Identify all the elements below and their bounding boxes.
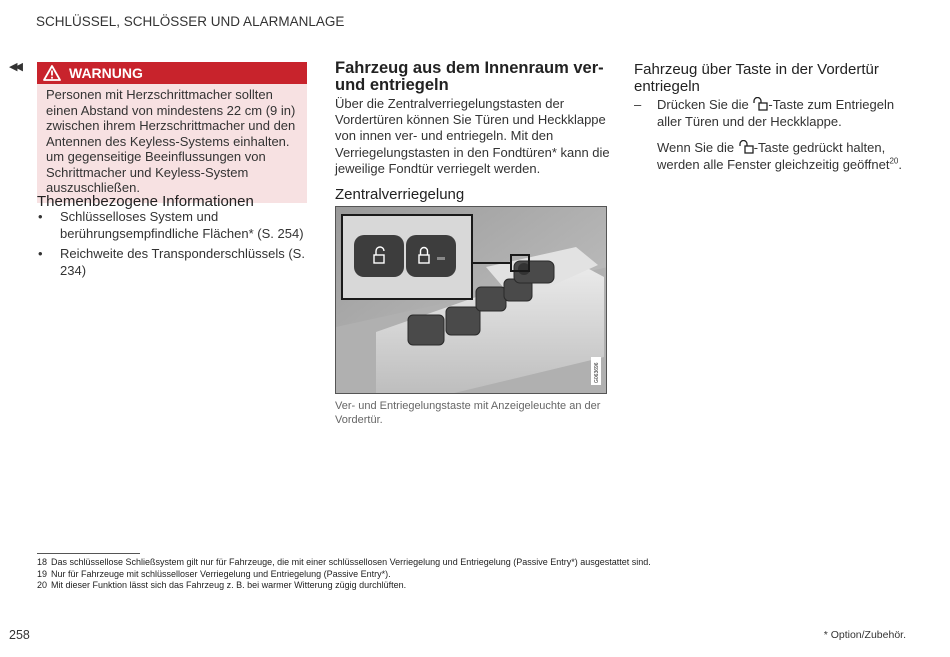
footnote-text: Das schlüssellose Schließsystem gilt nur für Fahrzeuge, die mit einer schlüssellosen Verriegelung und Entriegelung (Passive Entry*) ausgestattet sind.: [51, 557, 651, 567]
note-end: .: [898, 156, 902, 172]
warning-text: Personen mit Herzschrittmacher sollten einen Abstand von mindestens 22 cm (9 in) zwischen ihrem Herzschrittmacher und den Antennen des Keyless-Systems einhalten. um gegenseitige Beeinflussungen von Schrittmacher und Keyless-System auszuschließen.: [37, 84, 307, 203]
related-link-transponder-range[interactable]: • Reichweite des Transponderschlüssels (S. 234): [37, 246, 307, 279]
figure-code: G063696: [594, 362, 600, 383]
unlock-icon: [752, 97, 768, 111]
figure-caption: Ver- und Entriegelungstaste mit Anzeigeleuchte an der Vordertür.: [335, 400, 601, 426]
section-body: Über die Zentralverriegelungstasten der Vordertüren können Sie Türen und Heckklappe von innen ver- und entriegeln. Mit den Verriegelungstasten in den Fondtüren* kann die jeweilige Fondtür verriegelt werden.: [335, 96, 610, 176]
footnote-item: [37, 580, 737, 592]
warning-header: [37, 62, 307, 84]
page-number: 258: [9, 628, 30, 642]
related-link-keyless[interactable]: • Schlüsselloses System und berührungsempfindliche Flächen* (S. 254): [37, 209, 307, 242]
footnote-divider: [37, 553, 140, 554]
instruction-note: [657, 140, 915, 173]
footnotes: [37, 557, 737, 592]
related-info-title: Themenbezogene Informationen: [37, 193, 254, 210]
footnote-ref-20[interactable]: 20: [889, 156, 899, 166]
footnote-number: 19: [37, 568, 48, 579]
warning-title: WARNUNG: [69, 65, 143, 81]
warning-triangle-icon: [43, 65, 61, 81]
double-chevron-left-icon[interactable]: ◀◀: [9, 61, 20, 73]
instruction-step: [634, 97, 914, 130]
footnote-number: 20: [37, 580, 48, 590]
right-section-title: Fahrzeug über Taste in der Vordertür entriegeln: [634, 61, 879, 95]
door-panel-illustration: [335, 206, 607, 394]
subheading-central-locking: Zentralverriegelung: [335, 186, 465, 203]
warning-box: [37, 62, 307, 203]
step-text-before: Drücken Sie die: [657, 97, 753, 112]
unlock-icon: [738, 140, 754, 154]
note-text-after: -Taste gedrückt halten, werden alle Fenster gleichzeitig geöffnet: [657, 140, 890, 172]
footnote-item: [37, 569, 737, 581]
footnote-text: Nur für Fahrzeuge mit schlüsselloser Verriegelung und Entriegelung (Passive Entry*).: [51, 568, 391, 579]
step-dash: –: [634, 97, 642, 112]
related-info-list: [37, 209, 307, 283]
note-text-before: Wenn Sie die: [657, 140, 738, 155]
step-text-after: -Taste zum Entriegeln aller Türen und der Heckklappe.: [657, 97, 895, 129]
footnote-text: Mit dieser Funktion lässt sich das Fahrzeug z. B. bei warmer Witterung zügig durchlüften.: [51, 580, 407, 590]
section-title: Fahrzeug aus dem Innenraum ver- und entriegeln: [335, 59, 604, 94]
footnote-item: [37, 557, 737, 569]
page-header: SCHLÜSSEL, SCHLÖSSER UND ALARMANLAGE: [36, 14, 345, 29]
option-note: * Option/Zubehör.: [823, 629, 906, 641]
footnote-number: 18: [37, 557, 48, 567]
